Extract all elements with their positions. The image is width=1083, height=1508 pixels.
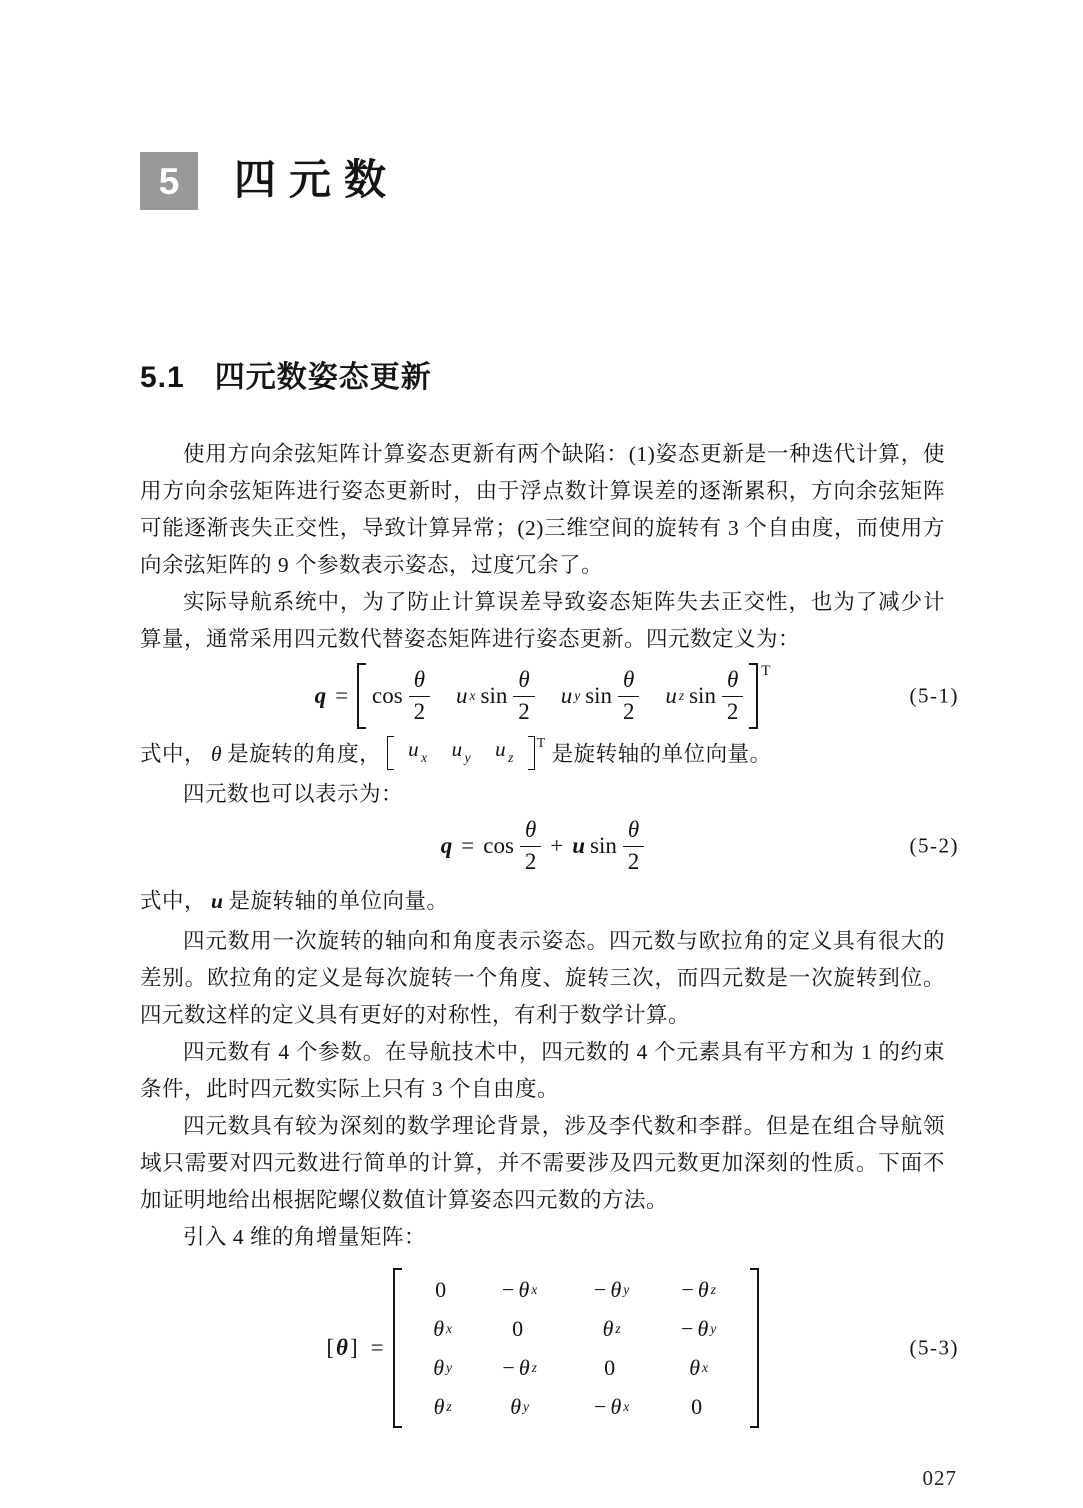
text-segment: 式中， <box>140 889 207 913</box>
transpose-superscript: T <box>536 735 546 750</box>
paragraph-6: 四元数用一次旋转的轴向和角度表示姿态。四元数与欧拉角的定义具有很大的差别。欧拉角的定义是每次旋转一个角度、旋转三次，而四元数是一次旋转到位。四元数这样的定义具有更好的对称性，有利于数学计算。 <box>140 929 945 1027</box>
matrix-cell-0-3: − θ z <box>681 1276 716 1302</box>
right-bracket <box>528 736 535 770</box>
math-symbol-q: q <box>440 833 453 858</box>
equals-sign: = <box>370 1335 384 1360</box>
equation-5-2-math <box>441 813 644 879</box>
equation-5-3-math <box>326 1268 758 1428</box>
section-heading <box>140 360 945 396</box>
matrix-cell-1-1: 0 <box>512 1315 524 1341</box>
right-square-bracket: ] <box>349 1335 358 1360</box>
paragraph-5 <box>140 879 945 923</box>
math-symbol-q: q <box>314 683 327 708</box>
fraction-theta-2: $\frac{\theta}{2}$ <box>618 667 639 725</box>
matrix-cell-1-2: θ z <box>602 1315 621 1341</box>
cos-function: cos <box>372 683 403 708</box>
math-symbol-u: u <box>572 833 586 858</box>
transpose-superscript: T <box>761 662 771 679</box>
left-bracket <box>387 736 394 770</box>
paragraph-1: 使用方向余弦矩阵计算姿态更新有两个缺陷：(1)姿态更新是一种迭代计算，使用方向余弦矩阵进行姿态更新时，由于浮点数计算误差的逐渐累积，方向余弦矩阵可能逐渐丧失正交性，导致计算异常；(2)三维空间的旋转有 3 个自由度，而使用方向余弦矩阵的 9 个参数表示姿态，过度冗余了。 <box>140 442 945 577</box>
fraction-theta-2: $\frac{\theta}{2}$ <box>520 817 541 875</box>
matrix-cell-3-3: 0 <box>691 1393 703 1419</box>
vector-component-uz: u $_z$ <box>495 736 514 765</box>
vector-component-ux: u $_x$ <box>408 736 428 765</box>
cos-function: cos <box>483 833 514 858</box>
matrix-cell-2-2: 0 <box>604 1354 616 1380</box>
matrix-left-bracket <box>393 1268 402 1428</box>
subscript-z: z <box>678 688 685 703</box>
equation-5-3 <box>140 1260 959 1436</box>
chapter-title: 四元数 <box>234 157 400 204</box>
matrix-cell-3-0: θ z <box>433 1393 452 1419</box>
matrix-cell-0-0: 0 <box>435 1276 447 1302</box>
math-symbol-u: u <box>211 889 224 913</box>
matrix-cell-3-2: − θ x <box>594 1393 630 1419</box>
paragraph-7: 四元数有 4 个参数。在导航技术中，四元数的 4 个元素具有平方和为 1 的约束条件，此时四元数实际上只有 3 个自由度。 <box>140 1040 945 1101</box>
matrix-cell-1-0: θ x <box>433 1315 453 1341</box>
text-segment: 是旋转轴的单位向量。 <box>551 742 772 766</box>
math-symbol-theta: θ <box>336 1335 348 1360</box>
fraction-theta-2: $\frac{\theta}{2}$ <box>722 667 743 725</box>
sin-function: sin <box>585 683 613 708</box>
paragraph-9: 引入 4 维的角增量矩阵： <box>183 1225 427 1249</box>
equals-sign: = <box>461 833 475 858</box>
eq1-term-uz <box>665 663 743 729</box>
matrix-cell-1-3: − θ y <box>681 1315 717 1341</box>
chapter-number-box <box>140 152 198 210</box>
equation-label-5-2: (5-2) <box>909 833 959 858</box>
eq1-term-uy <box>561 663 640 729</box>
paragraph-8: 四元数具有较为深刻的数学理论背景，涉及李代数和李群。但是在组合导航领域只需要对四元数进行简单的计算，并不需要涉及四元数更加深刻的性质。下面不加证明地给出根据陀螺仪数值计算姿态四元数的方法。 <box>140 1114 945 1212</box>
math-symbol-u: u <box>665 683 677 708</box>
equation-label-5-3: (5-3) <box>909 1335 959 1360</box>
eq1-term-ux <box>456 663 535 729</box>
left-square-bracket: [ <box>326 1335 335 1360</box>
equation-label-5-1: (5-1) <box>909 683 959 708</box>
left-bracket <box>357 663 366 729</box>
math-symbol-u: u <box>560 683 573 708</box>
eq1-term-cos <box>372 663 430 729</box>
right-bracket <box>749 663 758 729</box>
equals-sign: = <box>335 683 349 708</box>
equation-5-2 <box>140 813 959 879</box>
text-segment: 式中， <box>140 742 207 766</box>
sin-function: sin <box>689 683 716 708</box>
plus-sign: + <box>550 833 564 858</box>
vector-component-uy: u $_y$ <box>451 736 472 765</box>
sin-function: sin <box>480 683 508 708</box>
section-title: 四元数姿态更新 <box>214 361 432 394</box>
matrix-cell-3-1: θ y <box>510 1393 530 1419</box>
matrix-cell-0-1: − θ x <box>502 1276 538 1302</box>
page-number: 027 <box>922 1466 957 1490</box>
paragraph-3 <box>140 732 945 776</box>
eq2-term-sin <box>572 813 644 879</box>
math-symbol-u: u <box>456 683 468 708</box>
text-segment: 是旋转的角度， <box>227 742 382 766</box>
matrix-right-bracket <box>750 1268 759 1428</box>
inline-axis-vector <box>387 736 546 770</box>
fraction-theta-2: $\frac{\theta}{2}$ <box>623 817 644 875</box>
math-symbol-theta: θ <box>211 742 223 766</box>
chapter-number: 5 <box>158 160 180 202</box>
subscript-x: x <box>469 688 476 703</box>
eq2-term-cos <box>483 813 541 879</box>
section-number: 5.1 <box>140 361 185 394</box>
fraction-theta-2: $\frac{\theta}{2}$ <box>513 667 534 725</box>
fraction-theta-2: $\frac{\theta}{2}$ <box>409 667 430 725</box>
matrix-4x4 <box>408 1268 744 1428</box>
matrix-cell-0-2: − θ y <box>594 1276 630 1302</box>
paragraph-2: 实际导航系统中，为了防止计算误差导致姿态矩阵失去正交性，也为了减少计算量，通常采用四元数代替姿态矩阵进行姿态更新。四元数定义为： <box>140 590 945 651</box>
chapter-header <box>140 0 945 210</box>
matrix-cell-2-0: θ y <box>433 1354 453 1380</box>
matrix-cell-2-1: − θ z <box>502 1354 537 1380</box>
subscript-y: y <box>574 688 581 703</box>
equation-5-1-math <box>315 663 771 729</box>
sin-function: sin <box>590 833 617 858</box>
text-segment: 是旋转轴的单位向量。 <box>228 889 449 913</box>
page-content <box>140 0 959 1491</box>
matrix-cell-2-3: θ x <box>689 1354 709 1380</box>
paragraph-4: 四元数也可以表示为： <box>183 782 404 806</box>
